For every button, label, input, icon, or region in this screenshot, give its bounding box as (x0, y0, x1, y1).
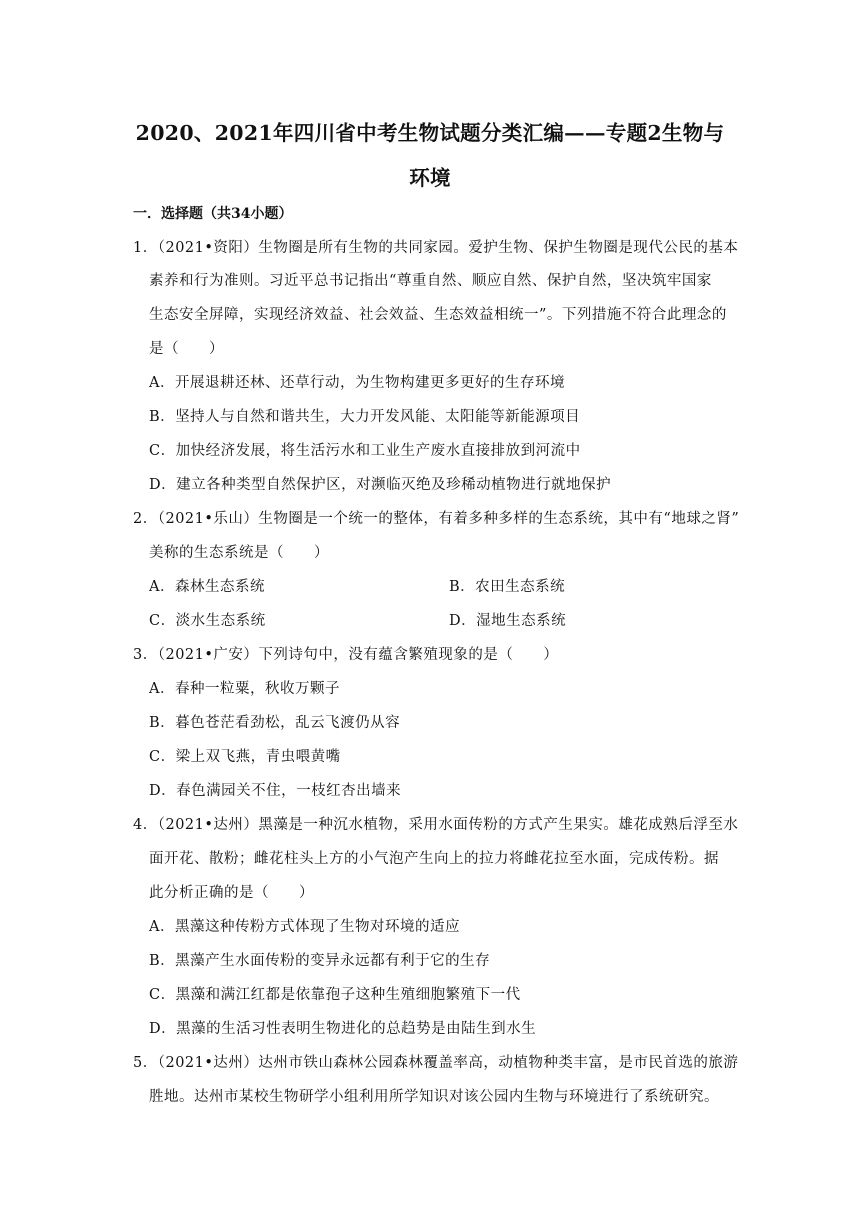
question-1-stem-line4: 是（ ） (149, 341, 224, 357)
question-1-stem-line1: 1．（2021•资阳）生物圈是所有生物的共同家园。爱护生物、保护生物圈是现代公民的基本 (133, 240, 739, 256)
question-2-option-a: A．森林生态系统 (149, 579, 265, 595)
question-3-option-d: D．春色满园关不住，一枝红杏出墙来 (149, 783, 402, 799)
question-4-option-c: C．黑藻和满江红都是依靠孢子这种生殖细胞繁殖下一代 (149, 987, 521, 1003)
question-3-stem-line1: 3．（2021•广安）下列诗句中，没有蕴含繁殖现象的是（ ） (133, 647, 559, 663)
section-heading: 一．选择题（共34小题） (133, 206, 293, 222)
question-3-option-b: B．暮色苍茫看劲松，乱云飞渡仍从容 (149, 715, 401, 731)
question-5-stem-line1: 5．（2021•达州）达州市铁山森林公园森林覆盖率高，动植物种类丰富，是市民首选的旅游 (133, 1055, 739, 1071)
question-4-option-d: D．黑藻的生活习性表明生物进化的总趋势是由陆生到水生 (149, 1021, 537, 1037)
question-4-option-a: A．黑藻这种传粉方式体现了生物对环境的适应 (149, 919, 460, 935)
question-2-option-c: C．淡水生态系统 (149, 613, 266, 629)
question-5-stem-line2: 胜地。达州市某校生物研学小组利用所学知识对该公园内生物与环境进行了系统研究。 (149, 1089, 719, 1105)
question-2-stem-line2: 美称的生态系统是（ ） (149, 545, 329, 561)
question-1-option-d: D．建立各种类型自然保护区，对濒临灭绝及珍稀动植物进行就地保护 (149, 477, 612, 493)
question-2-option-d: D．湿地生态系统 (449, 613, 567, 629)
question-4-option-b: B．黑藻产生水面传粉的变异永远都有利于它的生存 (149, 953, 491, 969)
question-3-option-c: C．梁上双飞燕，青虫喂黄嘴 (149, 749, 341, 765)
document-title-line1: 2020、2021年四川省中考生物试题分类汇编——专题2生物与 (135, 121, 725, 145)
document-title-line2: 环境 (409, 166, 451, 190)
question-2-stem-line1: 2．（2021•乐山）生物圈是一个统一的整体，有着多种多样的生态系统，其中有“地球之肾” (133, 511, 740, 527)
question-3-option-a: A．春种一粒粟，秋收万颗子 (149, 681, 340, 697)
question-1-stem-line3: 生态安全屏障，实现经济效益、社会效益、生态效益相统一”。下列措施不符合此理念的 (149, 307, 727, 323)
question-4-stem-line2: 面开花、散粉；雌花柱头上方的小气泡产生向上的拉力将雌花拉至水面，完成传粉。据 (149, 851, 719, 867)
question-4-stem-line1: 4．（2021•达州）黑藻是一种沉水植物，采用水面传粉的方式产生果实。雄花成熟后浮至水 (133, 817, 739, 833)
question-1-stem-line2: 素养和行为准则。习近平总书记指出“尊重自然、顺应自然、保护自然，坚决筑牢国家 (149, 273, 712, 289)
question-1-option-b: B．坚持人与自然和谐共生，大力开发风能、太阳能等新能源项目 (149, 409, 581, 425)
question-2-option-b: B．农田生态系统 (449, 579, 566, 595)
question-1-option-c: C．加快经济发展，将生活污水和工业生产废水直接排放到河流中 (149, 443, 581, 459)
question-1-option-a: A．开展退耕还林、还草行动，为生物构建更多更好的生存环境 (149, 375, 565, 391)
question-4-stem-line3: 此分析正确的是（ ） (149, 885, 314, 901)
